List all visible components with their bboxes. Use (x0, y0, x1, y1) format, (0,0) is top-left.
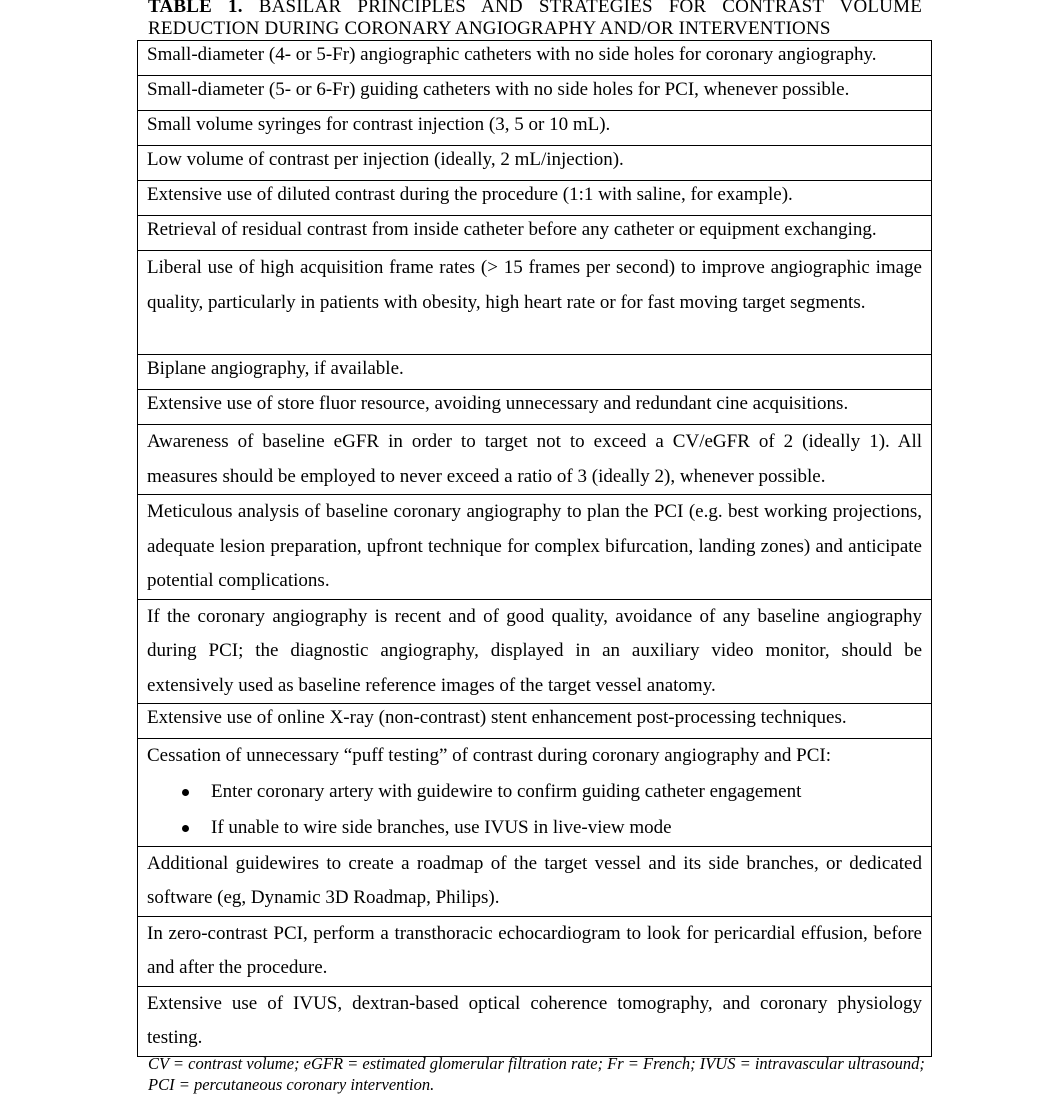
table-row (138, 146, 932, 181)
table-cell: Small volume syringes for contrast injection (3, 5 or 10 mL). (138, 111, 932, 146)
table-cell-text: Cessation of unnecessary “puff testing” of contrast during coronary angiography and PCI: (147, 745, 831, 766)
table-cell: Extensive use of IVUS, dextran-based optical coherence tomography, and coronary physiology testing. (138, 986, 932, 1056)
table-caption: BASILAR PRINCIPLES AND STRATEGIES FOR CONTRAST VOLUME REDUCTION DURING CORONARY ANGIOGRAPHY AND/OR INTERVENTIONS (148, 0, 923, 39)
bullet-text: If unable to wire side branches, use IVUS in live-view mode (211, 816, 672, 838)
table-cell: Extensive use of online X-ray (non-contrast) stent enhancement post-processing techniques. (138, 704, 932, 739)
table-row (138, 704, 932, 739)
table-row (138, 846, 932, 916)
bullet-list (147, 774, 922, 846)
table-cell: Extensive use of diluted contrast during the procedure (1:1 with saline, for example). (138, 181, 932, 216)
table-cell: Biplane angiography, if available. (138, 355, 932, 390)
table-cell: If the coronary angiography is recent and of good quality, avoidance of any baseline angiography during PCI; the diagnostic angiography, displayed in an auxiliary video monitor, should be extensively used as baseline reference images of the target vessel anatomy. (138, 599, 932, 704)
table-cell: Small-diameter (4- or 5-Fr) angiographic catheters with no side holes for coronary angiography. (138, 41, 932, 76)
table-row (138, 739, 932, 847)
table-row (138, 76, 932, 111)
table-row (138, 251, 932, 355)
table-cell: Low volume of contrast per injection (ideally, 2 mL/injection). (138, 146, 932, 181)
strategies-table (137, 40, 932, 1057)
table-cell: Small-diameter (5- or 6-Fr) guiding catheters with no side holes for PCI, whenever possible. (138, 76, 932, 111)
table-row (138, 181, 932, 216)
bullet-item (147, 774, 922, 810)
table-row (138, 41, 932, 76)
bullet-icon (182, 825, 189, 832)
table-cell: Awareness of baseline eGFR in order to target not to exceed a CV/eGFR of 2 (ideally 1). All measures should be employed to never exceed a ratio of 3 (ideally 2), whenever possible. (138, 425, 932, 495)
bullet-item (147, 810, 922, 846)
table-row (138, 986, 932, 1056)
table-title (148, 0, 922, 40)
table-footnote: CV = contrast volume; eGFR = estimated glomerular filtration rate; Fr = French; IVUS = intravascular ultrasound; PCI = percutaneous coronary intervention. (148, 1054, 925, 1094)
table-row (138, 390, 932, 425)
bullet-icon (182, 789, 189, 796)
table-label: TABLE 1. (148, 0, 243, 17)
table-row (138, 216, 932, 251)
table-row (138, 111, 932, 146)
table-cell: In zero-contrast PCI, perform a transthoracic echocardiogram to look for pericardial effusion, before and after the procedure. (138, 916, 932, 986)
table-row (138, 355, 932, 390)
table-row (138, 425, 932, 495)
table-cell: Liberal use of high acquisition frame rates (> 15 frames per second) to improve angiographic image quality, particularly in patients with obesity, high heart rate or for fast moving target segments. (138, 251, 932, 355)
table-cell: Additional guidewires to create a roadmap of the target vessel and its side branches, or dedicated software (eg, Dynamic 3D Roadmap, Philips). (138, 846, 932, 916)
table-cell-with-bullets (138, 739, 932, 847)
table-row (138, 916, 932, 986)
table-cell: Meticulous analysis of baseline coronary angiography to plan the PCI (e.g. best working projections, adequate lesion preparation, upfront technique for complex bifurcation, landing zones) and anticipate potential complications. (138, 495, 932, 600)
bullet-text: Enter coronary artery with guidewire to confirm guiding catheter engagement (211, 780, 802, 802)
table-cell: Extensive use of store fluor resource, avoiding unnecessary and redundant cine acquisitions. (138, 390, 932, 425)
table-row (138, 495, 932, 600)
table-row (138, 599, 932, 704)
table-cell: Retrieval of residual contrast from inside catheter before any catheter or equipment exchanging. (138, 216, 932, 251)
